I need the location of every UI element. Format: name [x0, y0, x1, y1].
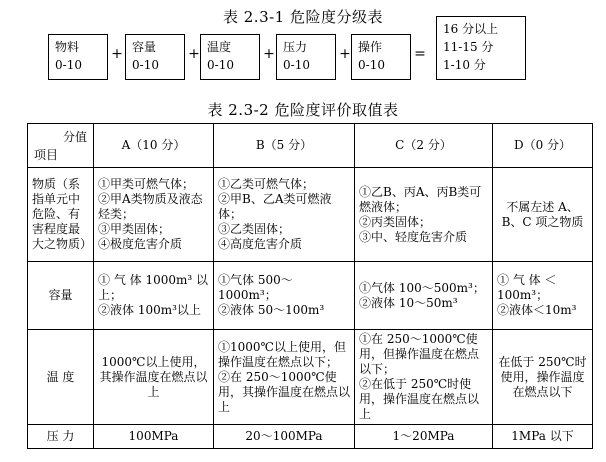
result-level-3: 1-10 分 — [443, 58, 486, 72]
row-label-substance: 物质（系指单元中危险、有害程度最大之物质） — [28, 168, 94, 262]
cell-substance-d — [493, 168, 593, 262]
cell-line: ②液体＜10m³ — [497, 303, 577, 317]
cell-pressure-d: 1MPa 以下 — [493, 425, 593, 449]
cell-substance-c — [355, 168, 493, 262]
corner-item-label: 项目 — [34, 148, 59, 162]
equals-sign: = — [414, 46, 426, 62]
cell-line: ④极度危害介质 — [98, 237, 183, 251]
cell-capacity-c — [355, 262, 493, 330]
cell-line: 在低于 250℃时使用，操作温度在燃点以下 — [498, 354, 587, 399]
cell-line: ①气体 100～500m³； — [359, 280, 485, 295]
factor-range: 0-10 — [283, 58, 310, 72]
col-header-b: B（5 分） — [214, 124, 355, 168]
factor-name: 温度 — [207, 40, 232, 54]
cell-line: ①在 250～1000℃使用，但操作温度在燃点以下； — [359, 332, 480, 376]
cell-line: ① 气 体 1000m³ 以上； — [98, 273, 208, 302]
table-row-pressure — [28, 425, 593, 449]
cell-line: ②液体 100m³以上 — [98, 303, 201, 317]
factor-range: 0-10 — [207, 58, 234, 72]
cell-line: ③甲类固体； — [98, 222, 171, 236]
factor-box-temperature — [200, 34, 260, 80]
col-header-d: D（0 分） — [493, 124, 593, 168]
cell-substance-b — [214, 168, 355, 262]
corner-score-label: 分值 — [62, 130, 87, 144]
cell-pressure-a: 100MPa — [94, 425, 214, 449]
evaluation-table — [27, 123, 593, 449]
table-row-temperature — [28, 330, 593, 425]
cell-temperature-b — [214, 330, 355, 425]
table-header-row — [28, 124, 593, 168]
col-header-c: C（2 分） — [355, 124, 493, 168]
factor-box-capacity — [125, 34, 185, 80]
corner-cell — [28, 124, 94, 168]
table-row-substance — [28, 168, 593, 262]
cell-line: ②液体 50～100m³ — [218, 303, 325, 317]
table-row-capacity — [28, 262, 593, 330]
row-label-pressure: 压 力 — [28, 425, 94, 449]
col-header-a: A（10 分） — [94, 124, 214, 168]
plus-sign: + — [263, 46, 275, 62]
cell-substance-a — [94, 168, 214, 262]
cell-line: ②在低于 250℃时使用，操作温度在燃点以上 — [359, 377, 480, 421]
row-label-temperature: 温 度 — [28, 330, 94, 425]
cell-capacity-d — [493, 262, 593, 330]
factor-name: 物料 — [55, 40, 80, 54]
plus-sign: + — [339, 46, 351, 62]
plus-sign: + — [188, 46, 200, 62]
cell-capacity-a — [94, 262, 214, 330]
cell-capacity-b — [214, 262, 355, 330]
factor-box-pressure — [276, 34, 336, 80]
cell-line: ①乙类可燃气体； — [218, 177, 315, 191]
result-box — [436, 16, 526, 80]
factor-range: 0-10 — [132, 58, 159, 72]
row-label-capacity: 容量 — [28, 262, 94, 330]
cell-line: 不属左述 A、B、C 项之物质 — [501, 199, 584, 229]
cell-line: ②丙类固体； — [359, 214, 432, 229]
factor-box-operation — [351, 34, 411, 80]
table1-title: 表 2.3-1 危险度分级表 — [222, 8, 383, 26]
table2-title: 表 2.3-2 危险度评价取值表 — [207, 101, 399, 119]
cell-line: ① 气 体 ＜ 100m³； — [497, 273, 557, 302]
cell-line: ①1000℃以上使用，但操作温度在燃点以下； — [218, 339, 346, 369]
cell-line: ②甲A类物质及液态烃类； — [98, 192, 203, 221]
plus-sign: + — [111, 46, 123, 62]
cell-line: ②在 250～1000℃使用，其操作温度在燃点以上 — [218, 369, 351, 414]
cell-line: ①甲类可燃气体； — [98, 177, 195, 191]
cell-line: ④高度危害介质 — [218, 237, 303, 251]
factor-name: 压力 — [283, 40, 308, 54]
result-level-1: 16 分以上 — [443, 22, 499, 36]
factor-range: 0-10 — [55, 58, 82, 72]
cell-line: ①乙B、丙A、丙B类可燃液体； — [359, 184, 482, 214]
cell-line: ③乙类固体； — [218, 222, 291, 236]
cell-line: ①气体 500～1000m³； — [218, 273, 293, 302]
cell-line: 1000℃以上使用，其操作温度在燃点以上 — [99, 354, 208, 399]
cell-line: ②液体 10～50m³ — [359, 295, 458, 310]
factor-name: 操作 — [358, 40, 383, 54]
cell-temperature-d — [493, 330, 593, 425]
factor-name: 容量 — [132, 40, 157, 54]
cell-temperature-a — [94, 330, 214, 425]
cell-line: ②甲B、乙A类可燃液体； — [218, 192, 332, 221]
cell-pressure-c: 1～20MPa — [355, 425, 493, 449]
cell-temperature-c — [355, 330, 493, 425]
factor-range: 0-10 — [358, 58, 385, 72]
result-level-2: 11-15 分 — [443, 40, 494, 54]
factor-box-material — [48, 34, 108, 80]
cell-pressure-b: 20～100MPa — [214, 425, 355, 449]
cell-line: ③中、轻度危害介质 — [359, 229, 468, 244]
